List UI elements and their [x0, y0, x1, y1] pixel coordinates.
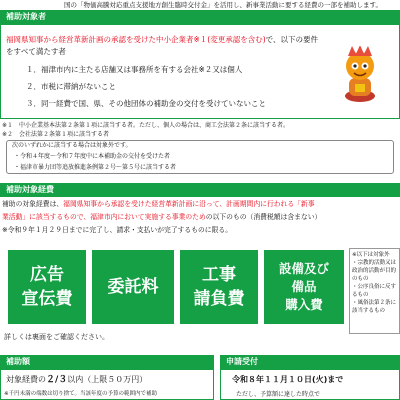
application-deadline: 令和８年１１月１０日(火)まで [232, 375, 344, 384]
tile-consignment [92, 250, 174, 324]
tile-equipment-line2: 備品 [291, 279, 317, 294]
eligible-item-2: ２．市税に滞納がないこと [26, 82, 116, 91]
eligible-item-1: １．福津市内に主たる店舗又は事務所を有する会社※２又は個人 [26, 65, 243, 74]
subsidy-header: 補助額 [0, 355, 214, 369]
excluded-list [349, 248, 400, 334]
subsidy-line-pre: 対象経費の [6, 375, 46, 384]
tile-consignment-line1: 委託料 [107, 277, 159, 297]
exclusion-item-2: ・福津市暴力団等追放推進条例第２号～第５号に該当する者 [14, 164, 177, 171]
mascot-illustration [338, 46, 382, 104]
excluded-title: ※以下は対象外 [352, 252, 390, 258]
tile-advertising-line2: 宣伝費 [21, 289, 73, 309]
application-note: ただし、予算額に達した時点で [236, 391, 321, 398]
eligible-lead [6, 34, 318, 46]
top-note: 国の「物価高騰対応重点支援地方創生臨時交付金」を活用し、新事業活動に要する経費の一部を補助します。 [64, 1, 382, 9]
eligible-lead-line2: をすべて満たす者 [6, 47, 66, 56]
subsidy-note: ※千円未満の端数は切り捨て。当該年度の予算の範囲内で補助 [4, 391, 158, 397]
tile-advertising [8, 250, 86, 324]
costs-text-line2-post: の以下のもの（消費税額は含まない） [205, 213, 322, 221]
subsidy-line [6, 374, 147, 386]
costs-header: 補助対象経費 [0, 183, 400, 197]
eligible-header: 補助対象者 [0, 10, 400, 24]
costs-text-line1-pre: 補助の対象経費は、 [2, 200, 64, 208]
excluded-item-3: ・風俗法第２条に該当するもの [352, 300, 397, 314]
tile-construction-line1: 工事 [202, 265, 236, 285]
excluded-item-1: ・宗教的活動又は政治的活動が目的のもの [352, 260, 397, 282]
eligible-note-1: ※１ 中小企業基本法第２条第１項に該当する者。ただし、個人の場合は、商工会法第２条に該当する者。 [2, 122, 290, 129]
costs-text-line1-red: 福岡県知事から承認を受けた経営革新計画に沿って、計画期間内に行われる「新事 [63, 200, 315, 208]
tile-construction [180, 250, 258, 324]
eligible-item-3: ３．同一経費で国、県、その他団体の補助金の交付を受けていないこと [26, 99, 266, 108]
application-header: 申請受付 [220, 355, 400, 369]
tile-advertising-line1: 広告 [30, 265, 64, 285]
tile-construction-line2: 請負費 [193, 289, 245, 309]
detail-note: 詳しくは裏面をご確認ください。 [4, 333, 109, 341]
tile-equipment [264, 250, 344, 324]
costs-text-line3: ※令和９年１月２９日までに完了し、請求・支払いが完了するものに限る。 [2, 226, 232, 234]
tile-equipment-line1: 設備及び [278, 261, 329, 276]
eligible-lead-red: 福岡県知事から経営革新計画の承認を受けた中小企業者※１(変更承認を含む) [6, 35, 266, 44]
eligible-note-2: ※２ 会社法第２条第１項に該当する者 [2, 131, 110, 138]
tile-equipment-line3: 購入費 [285, 297, 323, 312]
excluded-item-2: ・公序良俗に反するもの [352, 284, 397, 298]
exclusion-lead: 次のいずれかに該当する場合は対象外です。 [12, 142, 132, 149]
subsidy-rate: ２/３ [46, 375, 68, 385]
eligible-lead-rest: で、以下の要件 [265, 35, 318, 44]
exclusion-item-1: ・令和４年度～令和７年度中に本補助金の交付を受けた者 [14, 153, 171, 160]
costs-text-line1 [2, 199, 315, 209]
costs-text-line2-red: 業活動」に該当するもので、福津市内において実施する事業のため [2, 213, 206, 221]
costs-text-line2 [2, 212, 321, 222]
subsidy-line-post: 以内（上限５０万円） [67, 375, 148, 384]
